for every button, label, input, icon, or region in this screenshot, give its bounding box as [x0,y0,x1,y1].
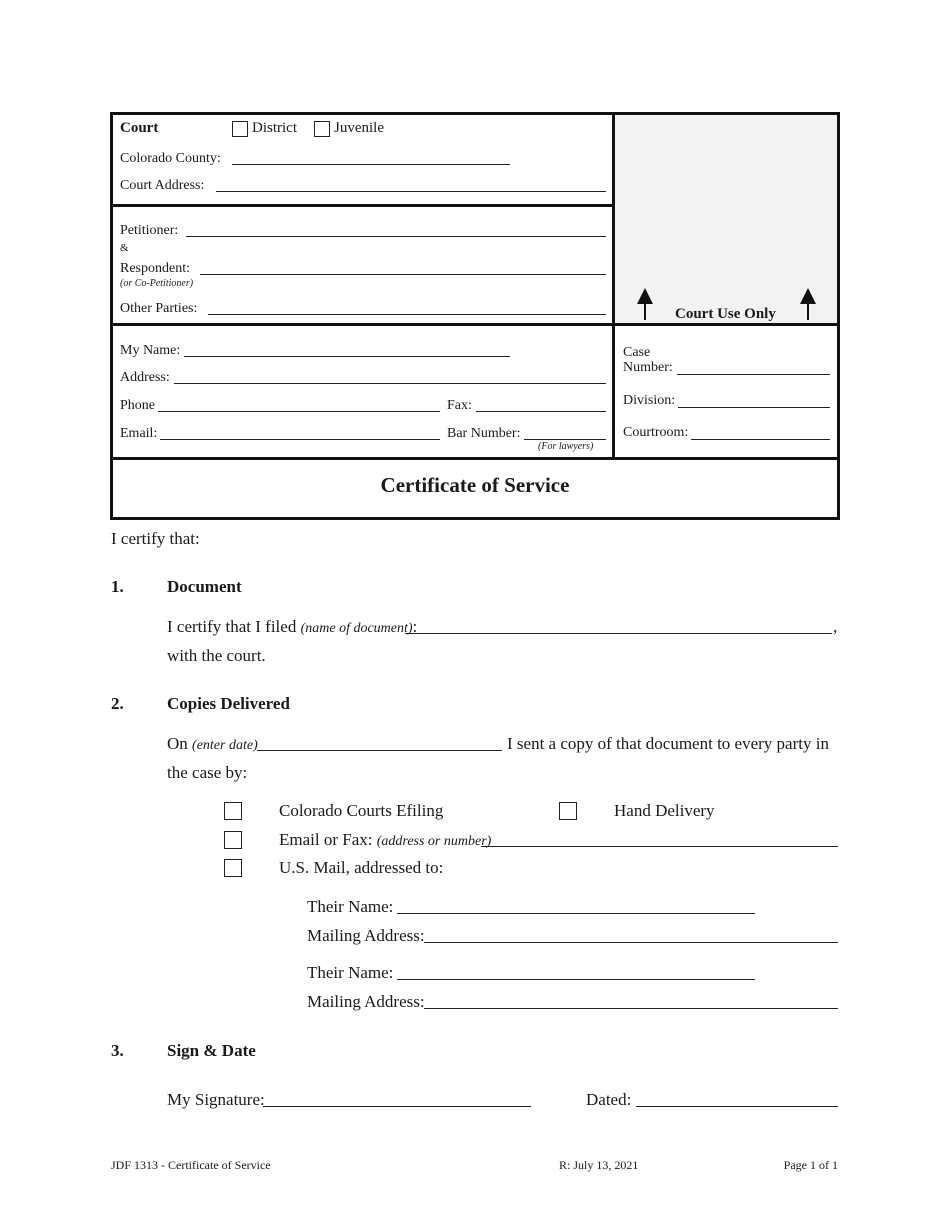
dated-field[interactable] [636,1106,838,1107]
county-label: Colorado County: [120,151,221,166]
phone-label: Phone [120,398,155,413]
footer-form-id: JDF 1313 - Certificate of Service [111,1158,271,1172]
juvenile-checkbox[interactable] [314,121,330,137]
section-3-heading: Sign & Date [167,1041,256,1060]
respondent-label: Respondent: [120,261,190,276]
my-name-label: My Name: [120,343,181,358]
signature-label: My Signature: [167,1090,265,1109]
email-field[interactable] [160,439,440,440]
document-comma: , [833,617,838,636]
us-mail-checkbox[interactable] [224,859,242,877]
section-3-number: 3. [111,1041,124,1060]
hand-delivery-checkbox[interactable] [559,802,577,820]
on-date-label [167,734,258,754]
mailing-address-label-1: Mailing Address: [307,926,425,945]
email-fax-checkbox[interactable] [224,831,242,849]
their-name-label-1: Their Name: [307,897,394,916]
signature-field[interactable] [263,1106,531,1107]
fax-field[interactable] [476,411,606,412]
email-fax-field[interactable] [481,846,838,847]
intro-text: I certify that: [111,529,200,548]
section-2-heading: Copies Delivered [167,694,290,713]
court-address-label: Court Address: [120,178,205,193]
juvenile-label: Juvenile [334,120,384,136]
co-petitioner-note: (or Co-Petitioner) [120,278,194,289]
mailing-address-field-1[interactable] [424,942,838,943]
sent-copy-text: I sent a copy of that document to every party in [507,734,829,753]
county-field[interactable] [232,164,510,165]
dated-label: Dated: [586,1090,632,1109]
phone-field[interactable] [158,411,440,412]
document-hint: (name of document) [300,621,413,636]
document-name-field[interactable] [405,633,832,634]
their-name-field-2[interactable] [397,979,755,980]
footer-page-number: Page 1 of 1 [783,1158,838,1172]
arrow-up-icon [800,288,816,320]
petitioner-field[interactable] [186,236,606,237]
their-name-field-1[interactable] [397,913,755,914]
section-1-number: 1. [111,577,124,596]
email-fax-hint: (address or number) [376,834,492,849]
case-number-field[interactable] [677,374,830,375]
with-court-text: with the court. [167,646,266,665]
district-label: District [252,120,297,136]
number-label: Number: [623,360,673,375]
email-label: Email: [120,426,158,441]
hand-delivery-label: Hand Delivery [614,801,715,820]
court-label: Court [120,120,159,136]
address-label: Address: [120,370,170,385]
for-lawyers-note: (For lawyers) [538,441,594,452]
bar-number-field[interactable] [524,439,606,440]
court-use-only-label: Court Use Only [675,306,776,322]
section-2-number: 2. [111,694,124,713]
division-label: Division: [623,393,676,408]
delivery-date-field[interactable] [257,750,502,751]
my-name-field[interactable] [184,356,510,357]
document-colon: : [412,617,418,636]
email-fax-label-group [279,830,491,850]
caption-vertical-divider [612,114,615,459]
section-1-heading: Document [167,577,242,596]
arrow-up-icon [637,288,653,320]
courtroom-field[interactable] [691,439,830,440]
case-by-text: the case by: [167,763,248,782]
divider-parties-filer [112,323,838,326]
date-hint: (enter date) [192,738,258,753]
district-checkbox[interactable] [232,121,248,137]
case-label: Case [623,345,651,360]
respondent-field[interactable] [200,274,606,275]
address-field[interactable] [174,383,606,384]
other-parties-label: Other Parties: [120,301,198,316]
page-title: Certificate of Service [380,473,570,497]
divider-filer-title [112,457,838,460]
email-fax-label: Email or Fax: [279,830,373,849]
bar-number-label: Bar Number: [447,426,521,441]
court-address-field[interactable] [216,191,606,192]
mailing-address-field-2[interactable] [424,1008,838,1009]
other-parties-field[interactable] [208,314,606,315]
ampersand: & [120,242,129,254]
mailing-address-label-2: Mailing Address: [307,992,425,1011]
efiling-checkbox[interactable] [224,802,242,820]
courtroom-label: Courtroom: [623,425,689,440]
on-label: On [167,734,188,753]
division-field[interactable] [678,407,830,408]
their-name-label-2: Their Name: [307,963,394,982]
us-mail-label: U.S. Mail, addressed to: [279,858,444,877]
petitioner-label: Petitioner: [120,223,179,238]
efiling-label: Colorado Courts Efiling [279,801,444,820]
document-sentence [167,617,417,637]
footer-revision: R: July 13, 2021 [559,1158,639,1172]
fax-label: Fax: [447,398,472,413]
document-text: I certify that I filed [167,617,297,636]
divider-court-parties [112,204,614,207]
